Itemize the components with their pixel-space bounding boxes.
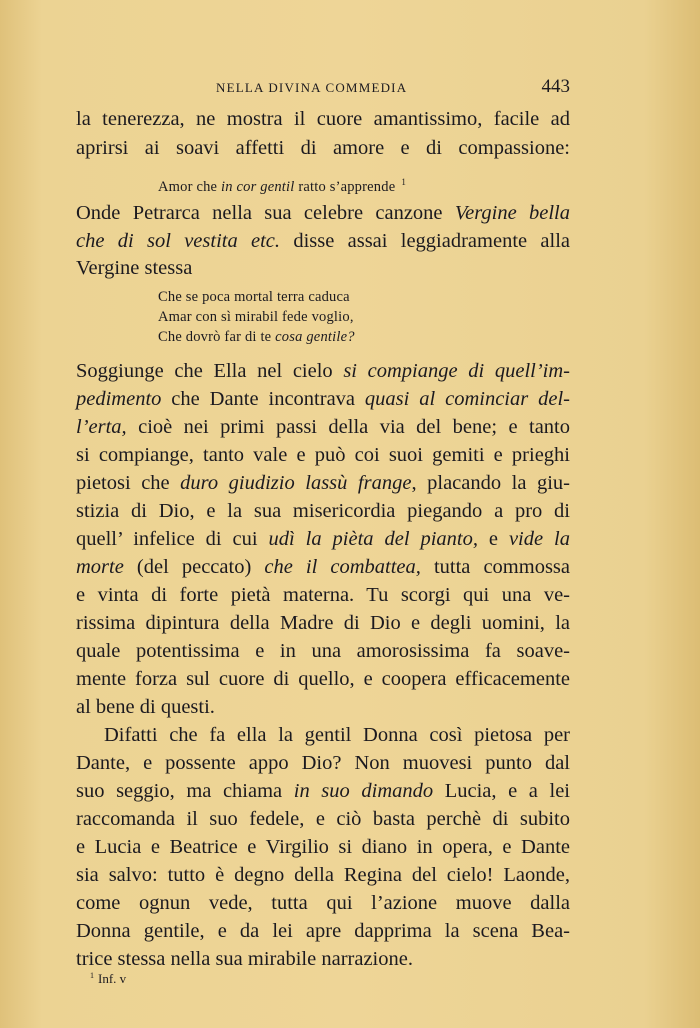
footnote <box>90 971 126 987</box>
text-segment: come ognun vede, tutta qui l’azione muove dalla <box>76 892 570 914</box>
text-segment: e Lucia e Beatrice e Virgilio si diano in opera, e Dante <box>76 836 570 858</box>
text-segment: suo seggio, ma chiama <box>76 780 294 802</box>
text-line <box>76 890 570 916</box>
text-segment: Che dovrò far di te <box>158 329 276 345</box>
text-segment: che di sol vestita etc. <box>76 230 281 252</box>
text-segment: cioè nei primi passi della via del bene; e tanto <box>126 416 570 438</box>
text-line <box>76 470 570 496</box>
text-segment: Amor che <box>158 179 222 195</box>
text-segment: morte <box>76 556 124 578</box>
verse-line <box>158 328 355 347</box>
text-segment: aprirsi ai soavi affetti di amore e di compassione: <box>76 137 570 159</box>
text-line <box>76 498 570 524</box>
text-line <box>76 638 570 664</box>
footnote-mark: 1 <box>90 971 94 980</box>
page-header <box>76 76 570 100</box>
text-segment: quale potentissima e in una amorosissima fa soave- <box>76 640 570 662</box>
text-segment: duro giudizio lassù frange <box>180 472 412 494</box>
text-segment: e vinta di forte pietà materna. Tu scorgi qui una ve- <box>76 584 570 606</box>
text-line <box>76 526 570 552</box>
text-segment: al bene di questi. <box>76 696 215 718</box>
text-segment: stizia di Dio, e la sua misericordia piegando a pro di <box>76 500 570 522</box>
text-line <box>76 554 570 580</box>
text-segment: e <box>477 528 509 550</box>
verse-line <box>158 173 406 197</box>
text-line <box>76 200 570 226</box>
text-segment: quasi al cominciar del- <box>364 388 570 410</box>
text-segment: Soggiunge che Ella nel cielo <box>76 360 344 382</box>
text-line <box>76 106 570 132</box>
text-segment: , placando la giu- <box>411 472 570 494</box>
page-number: 443 <box>541 76 570 97</box>
text-segment: Dante, e possente appo Dio? Non muovesi punto dal <box>76 752 570 774</box>
text-line <box>76 750 570 776</box>
text-segment: ratto s’apprende <box>294 179 396 195</box>
text-segment: mente forza sul cuore di quello, e coopera efficacemente <box>76 668 570 690</box>
text-segment: sia salvo: tutto è degno della Regina del cielo! Laonde, <box>76 864 570 886</box>
text-line <box>76 946 570 972</box>
text-segment: raccomanda il suo fedele, e ciò basta perchè di subito <box>76 808 570 830</box>
text-line <box>76 386 570 412</box>
verse-line <box>158 288 350 307</box>
text-segment: tutta commossa <box>420 556 571 578</box>
text-segment: Donna gentile, e da lei apre dapprima la scena Bea- <box>76 920 570 942</box>
text-line <box>76 834 570 860</box>
text-segment: Lucia, e a lei <box>433 780 570 802</box>
text-line <box>76 694 570 720</box>
text-segment: vide la <box>508 528 570 550</box>
text-line <box>76 255 570 281</box>
text-segment: in cor gentil <box>221 179 295 195</box>
text-line <box>76 862 570 888</box>
text-segment: disse assai leggiadramente alla <box>280 230 570 252</box>
text-line <box>76 918 570 944</box>
text-segment: Difatti che fa ella la gentil Donna così pietosa per <box>104 724 570 746</box>
footnote-text: Inf. v <box>98 971 127 986</box>
text-segment: pedimento <box>76 388 162 410</box>
text-line <box>76 610 570 636</box>
text-segment: cosa gentile? <box>275 329 355 345</box>
text-line <box>76 442 570 468</box>
text-segment: si compiange, tanto vale e può coi suoi gemiti e prieghi <box>76 444 570 466</box>
text-segment: trice stessa nella sua mirabile narrazione. <box>76 948 413 970</box>
text-segment: Vergine bella <box>454 202 570 224</box>
text-segment: rissima dipintura della Madre di Dio e degli uomini, la <box>76 612 570 634</box>
footnote-ref: 1 <box>401 177 407 187</box>
text-segment: che il combattea, <box>264 556 421 578</box>
text-segment: Onde Petrarca nella sua celebre canzone <box>76 202 455 224</box>
text-segment: quell’ infelice di cui <box>76 528 269 550</box>
text-segment: (del peccato) <box>123 556 265 578</box>
text-segment: in suo dimando <box>293 780 434 802</box>
text-segment: pietosi che <box>76 472 181 494</box>
running-title: NELLA DIVINA COMMEDIA <box>216 80 408 95</box>
text-segment: udì la pièta del pianto, <box>268 528 478 550</box>
text-line <box>104 722 570 748</box>
text-segment: la tenerezza, ne mostra il cuore amantissimo, facile ad <box>76 108 570 130</box>
text-line <box>76 228 570 254</box>
text-segment: Amar con sì mirabil fede voglio, <box>158 309 354 325</box>
text-line <box>76 414 570 440</box>
text-line <box>76 666 570 692</box>
text-line <box>76 778 570 804</box>
text-line <box>76 135 570 161</box>
text-line <box>76 582 570 608</box>
verse-line <box>158 308 354 327</box>
text-segment: che Dante incontrava <box>161 388 365 410</box>
text-segment: si compiange di quell’im- <box>343 360 570 382</box>
text-line <box>76 358 570 384</box>
text-segment: Che se poca mortal terra caduca <box>158 289 350 305</box>
text-segment: Vergine stessa <box>76 257 193 279</box>
text-line <box>76 806 570 832</box>
text-segment: l’erta, <box>76 416 127 438</box>
